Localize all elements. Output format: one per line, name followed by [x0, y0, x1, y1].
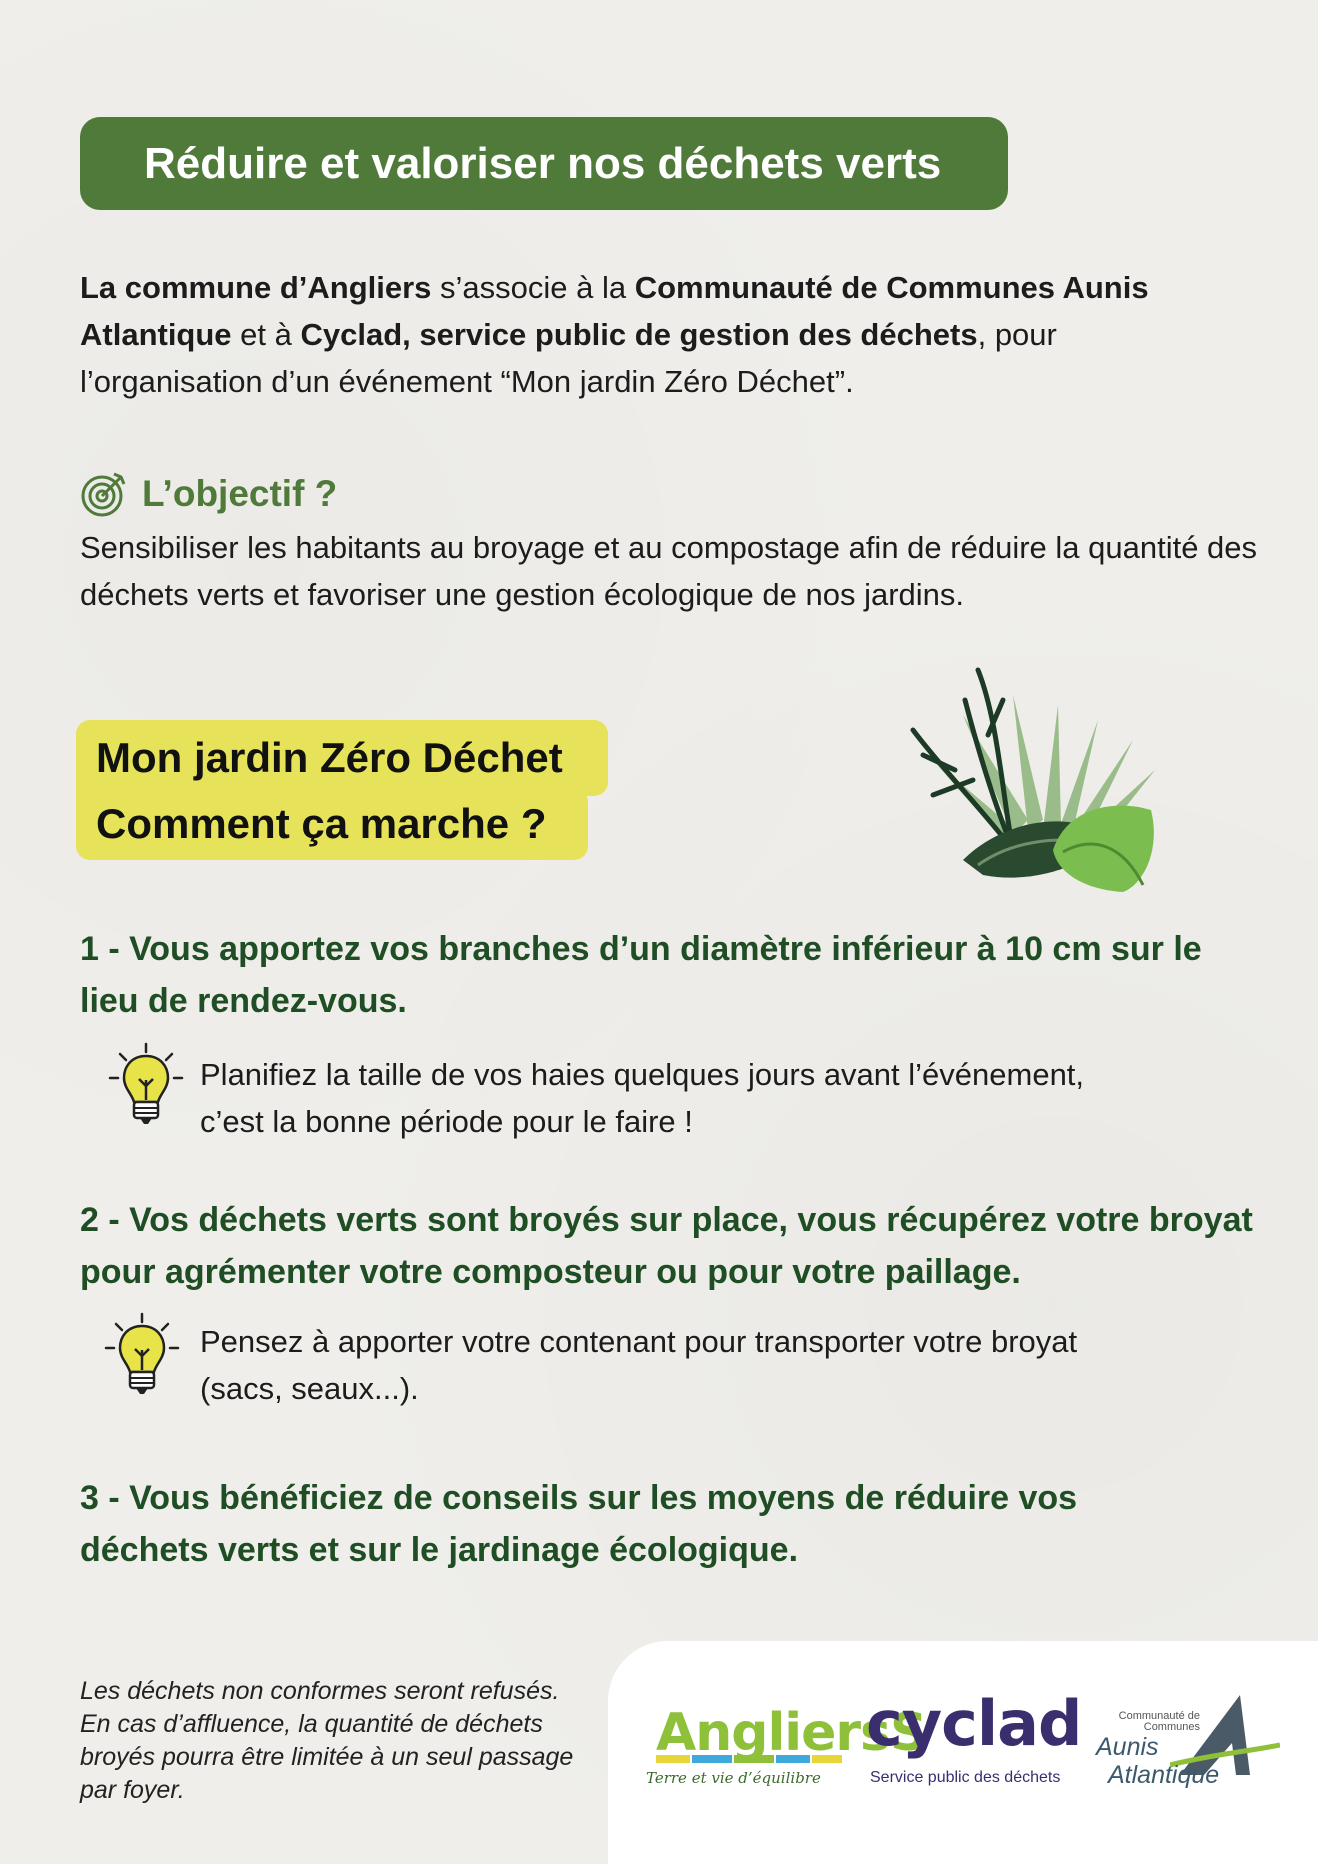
- angliers-logo-tagline: Terre et vie d’équilibre: [646, 1769, 821, 1787]
- aunis-logo-line2: Atlantique: [1108, 1761, 1220, 1789]
- intro-text-3: , pour l’organisation d’un événement “Mon jardin Zéro Déchet”.: [80, 317, 1057, 399]
- aunis-logo-small-text: Communauté de Communes: [1118, 1710, 1200, 1733]
- step-3: 3 - Vous bénéficiez de conseils sur les moyens de réduire vos déchets verts et sur le jardinage écologique.: [80, 1479, 1078, 1569]
- page-title-text: Réduire et valoriser nos déchets verts: [144, 138, 942, 188]
- cyclad-logo-tagline: Service public des déchets: [870, 1769, 1061, 1786]
- target-icon: [80, 470, 128, 518]
- objective-heading-text: L’objectif ?: [142, 473, 338, 514]
- page-title: [80, 117, 1008, 210]
- lightbulb-icon: [108, 1042, 184, 1128]
- angliers-logo-name: AngliersS: [656, 1703, 927, 1763]
- intro-paragraph: [80, 264, 1240, 405]
- plant-leaves-icon: [893, 660, 1183, 900]
- lightbulb-icon: [104, 1312, 180, 1398]
- intro-bold-commune: La commune d’Angliers: [80, 270, 432, 305]
- step-2: 2 - Vos déchets verts sont broyés sur place, vous récupérez votre broyat pour agrémenter votre composteur ou pour votre paillage.: [80, 1201, 1253, 1291]
- aunis-atlantique-logo: [608, 1641, 1318, 1864]
- step-1-tip: Planifiez la taille de vos haies quelques jours avant l’événement, c’est la bonne période pour le faire !: [200, 1057, 1085, 1139]
- section-heading-line2-text: Comment ça marche ?: [96, 800, 547, 847]
- objective-heading: [80, 468, 337, 520]
- intro-bold-communaute: Communauté de Communes Aunis Atlantique: [80, 270, 1149, 352]
- section-heading-line1: [76, 720, 608, 796]
- step-1: 1 - Vous apportez vos branches d’un diamètre inférieur à 10 cm sur le lieu de rendez-vous.: [80, 930, 1202, 1020]
- cyclad-logo-name: cyclad: [866, 1687, 1082, 1760]
- intro-bold-cyclad: Cyclad, service public de gestion des déchets: [300, 317, 978, 352]
- step-2-tip: Pensez à apporter votre contenant pour transporter votre broyat (sacs, seaux...).: [200, 1324, 1078, 1406]
- partner-logos-panel: [608, 1641, 1318, 1864]
- intro-text-2: et à: [231, 317, 301, 352]
- aunis-logo-line1: Aunis: [1096, 1733, 1159, 1761]
- disclaimer-note: Les déchets non conformes seront refusés. En cas d’affluence, la quantité de déchets broyés pourra être limitée à un seul passage par foyer.: [80, 1677, 574, 1804]
- intro-text-1: s’associe à la: [431, 270, 635, 305]
- section-heading-line2: [76, 788, 588, 860]
- objective-text: Sensibiliser les habitants au broyage et au compostage afin de réduire la quantité des déchets verts et favoriser une gestion écologique de nos jardins.: [80, 530, 1258, 612]
- section-heading-line1-text: Mon jardin Zéro Déchet: [96, 734, 563, 781]
